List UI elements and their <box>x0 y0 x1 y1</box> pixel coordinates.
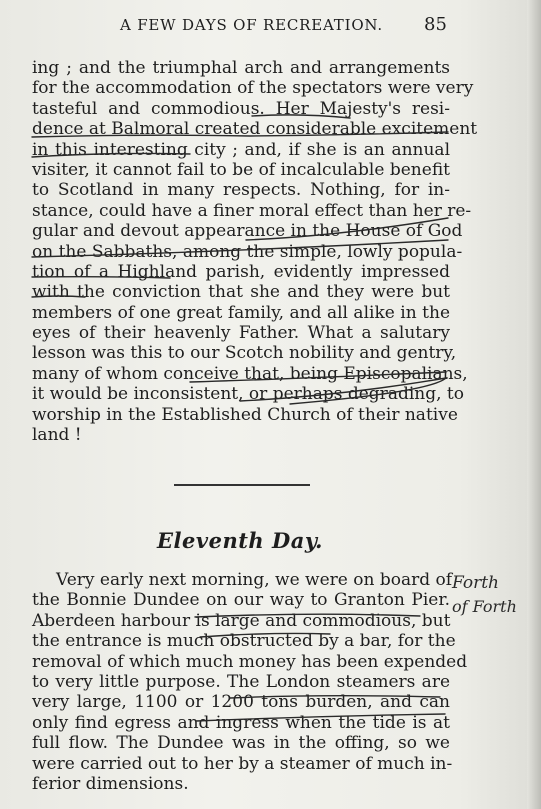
text-line: Aberdeen harbour is large and commodious, but <box>32 610 451 631</box>
text-line: were carried out to her by a steamer of much in- <box>32 753 453 774</box>
paragraph-2 <box>32 570 468 794</box>
handwritten-note: Forth <box>452 573 500 593</box>
handwritten-note: of Forth <box>452 597 517 616</box>
text-line: gular and devout appearance in the House of God <box>32 221 463 242</box>
text-line: tasteful and commodious. Her Majesty's resi- <box>32 98 450 119</box>
text-line: with the conviction that she and they were but <box>32 282 450 303</box>
text-line: ing ; and the triumphal arch and arrangements <box>32 58 450 78</box>
text-line: many of whom conceive that, being Episcopalians, <box>32 363 468 384</box>
text-line: stance, could have a finer moral effect than her re- <box>32 200 472 221</box>
paragraph-1 <box>32 58 478 446</box>
text-line: ferior dimensions. <box>32 773 189 794</box>
page-edge <box>527 0 541 809</box>
chapter-heading: Eleventh Day. <box>157 528 323 553</box>
text-line: the Bonnie Dundee on our way to Granton Pier. <box>32 590 450 611</box>
text-line: only find egress and ingress when the tide is at <box>32 712 450 733</box>
text-line: land ! <box>32 425 82 446</box>
text-line: worship in the Established Church of their native <box>32 404 458 425</box>
text-line: eyes of their heavenly Father. What a salutary <box>32 323 450 344</box>
text-line: in this interesting city ; and, if she is an annual <box>32 139 450 160</box>
text-line: visiter, it cannot fail to be of incalculable benefit <box>32 159 450 180</box>
text-line: members of one great family, and all alike in the <box>32 302 450 323</box>
text-line: to very little purpose. The London steamers are <box>32 671 450 692</box>
text-line: on the Sabbaths, among the simple, lowly popula- <box>32 241 463 262</box>
section-divider <box>174 484 310 486</box>
text-line: for the accommodation of the spectators were very <box>32 78 474 99</box>
running-head: A FEW DAYS OF RECREATION. <box>120 16 383 34</box>
text-line: lesson was this to our Scotch nobility and gentry, <box>32 343 457 364</box>
text-line: the entrance is much obstructed by a bar, for the <box>32 631 456 652</box>
text-line: tion of a Highland parish, evidently impressed <box>32 261 450 282</box>
text-line: it would be inconsistent, or perhaps degrading, to <box>32 384 464 405</box>
text-line: dence at Balmoral created considerable excitement <box>32 119 478 140</box>
text-line: removal of which much money has been expended <box>32 651 468 672</box>
text-line: full flow. The Dundee was in the offing, so we <box>32 733 450 754</box>
text-line: to Scotland in many respects. Nothing, for in- <box>32 180 450 201</box>
text-line: very large, 1100 or 1200 tons burden, and can <box>32 692 450 713</box>
page-number: 85 <box>424 14 447 35</box>
text-line: Very early next morning, we were on board of <box>56 570 453 590</box>
